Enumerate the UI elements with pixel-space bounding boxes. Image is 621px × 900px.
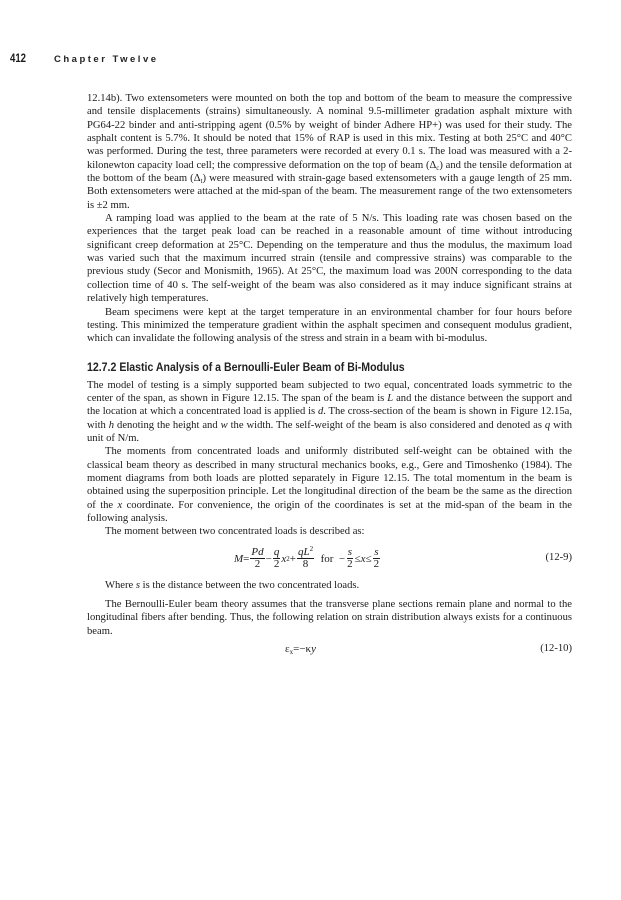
paragraph-3: Beam specimens were kept at the target temperature in an environmental chamber for four hours before testing. This minimized the temperature gradient within the asphalt specimen and consequent modulus gradient, which can invalidate the following analysis of the stress and strain in a beam with bi-modulus. <box>87 306 572 345</box>
equation-body: M = $\frac{Pd}{2}$ − $\frac{q}{2}$ x 2 + $\frac{qL^2}{8}$ for − $\frac{s}{2}$ ≤ x ≤ $\frac{s}{2}$ <box>234 544 380 571</box>
section-heading: 12.7.2 Elastic Analysis of a Bernoulli-Euler Beam of Bi-Modulus <box>87 359 405 374</box>
equation-number: (12-9) <box>545 551 572 563</box>
running-header <box>10 49 159 67</box>
paragraph-4: The model of testing is a simply supported beam subjected to two equal, concentrated loads symmetric to the center of the span, as shown in Figure 12.15. The span of the beam is L and the distance between the support and the location at which a concentrated load is applied is d. The cross-section of the beam is shown in Figure 12.15a, with h denoting the height and w the width. The self-weight of the beam is also considered and denoted as q with unit of N/m. <box>87 379 572 444</box>
paragraph-2: A ramping load was applied to the beam at the rate of 5 N/s. This loading rate was chosen based on the experiences that the target peak load can be reached in a reasonable amount of time without introducing significant creep deformation at 25°C. Depending on the temperature and thus the modulus, the maximum load was varied such that the maximum incurred strain (tensile and compressive strains) was comparable to the previous study (Secor and Monismith, 1965). At 25°C, the maximum load was 200N corresponding to the data collection time of 40 s. The self-weight of the beam was also considered as it may induce significant strains at relatively high temperatures. <box>87 213 572 305</box>
equation-12-9 <box>87 541 572 577</box>
equation-number: (12-10) <box>540 643 572 655</box>
paragraph-1: 12.14b). Two extensometers were mounted on both the top and bottom of the beam to measure the compressive and tensile displacements (strains) simultaneously. A nominal 9.5-millimeter gradation asphalt mixture with PG64-22 binder and anti-stripping agent (0.5% by weight of binder Adhere HP+) was used for their study. The asphalt content is 5.7%. It should be noted that 15% of RAP is used in this mix. Testing at both 25°C and 40°C was performed. During the test, three parameters were recorded at every 0.1 s. The load was measured with a 2-kilonewton capacity load cell; the compressive deformation on the top of beam $(\Delta_c)$ and the tensile deformation at the bottom of the beam $(\Delta_t)$ were measured with strain-gage based extensometers with a gauge length of 25 mm. Both extensometers were attached at the mid-span of the beam. The measurement range of the two extensometers is ±2 mm. <box>87 93 572 211</box>
page-number: 412 <box>10 51 27 65</box>
chapter-title: Chapter Twelve <box>54 54 159 65</box>
paragraph-7: Where s is the distance between the two concentrated loads. <box>105 579 360 591</box>
equation-body: $\varepsilon_x=-\kappa y$ <box>285 643 316 657</box>
paragraph-8: The Bernoulli-Euler beam theory assumes that the transverse plane sections remain plane and normal to the longitudinal fibers after bending. Thus, the following relation on strain distribution always exists for a continuous beam. <box>87 599 572 637</box>
body-text <box>87 92 572 659</box>
paragraph-6: The moment between two concentrated loads is described as: <box>105 526 365 538</box>
equation-12-10 <box>87 641 572 659</box>
paragraph-5: The moments from concentrated loads and uniformly distributed self-weight can be obtained with the classical beam theory as described in many structural mechanics books, e.g., Gere and Timoshenko (1984). The moment diagrams from both loads are plotted separately in Figure 12.15. The total momentum in the beam is obtained using the superposition principle. Let the longitudinal direction of the beam be the same as the direction of the x coordinate. For convenience, the origin of the coordinates is set at the mid-span of the beam in the following analysis. <box>87 446 572 524</box>
